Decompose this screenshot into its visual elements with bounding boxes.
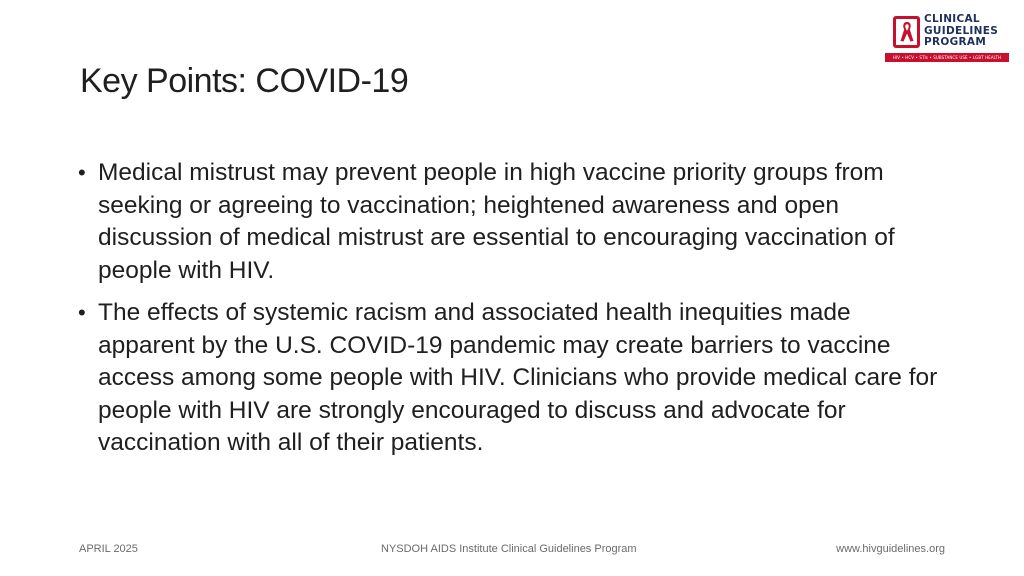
bullet-marker: •	[78, 160, 86, 185]
logo-wordmark	[924, 14, 998, 49]
footer-organization: NYSDOH AIDS Institute Clinical Guidelines Program	[381, 543, 637, 555]
footer-date: APRIL 2025	[79, 543, 138, 555]
bullet-text: Medical mistrust may prevent people in high vaccine priority groups from seeking or agreeing to vaccination; heightened awareness and open discussion of medical mistrust are essential to encouraging vaccination of people with HIV.	[98, 159, 895, 284]
logo-line-3: PROGRAM	[924, 36, 987, 48]
bullet-marker: •	[78, 300, 86, 325]
slide-title: Key Points: COVID-19	[80, 62, 409, 100]
key-points-list	[78, 157, 948, 470]
logo-line-2: GUIDELINES	[924, 24, 999, 37]
bullet-text: The effects of systemic racism and associated health inequities made apparent by the U.S. COVID-19 pandemic may create barriers to vaccine access among some people with HIV. Clinicians who provide medical care for people with HIV are strongly encouraged to discuss and advocate for vaccination with all of their patients.	[98, 299, 938, 456]
logo-tagline: HIV • HCV • STIs • SUBSTANCE USE • LGBT HEALTH	[885, 53, 1009, 62]
list-item	[78, 297, 948, 460]
clinical-guidelines-program-logo	[885, 12, 1009, 64]
logo-frame	[893, 16, 920, 48]
list-item	[78, 157, 948, 287]
footer-website: www.hivguidelines.org	[836, 543, 945, 555]
logo-line-1: CLINICAL	[924, 13, 980, 25]
red-ribbon-icon	[899, 21, 915, 43]
